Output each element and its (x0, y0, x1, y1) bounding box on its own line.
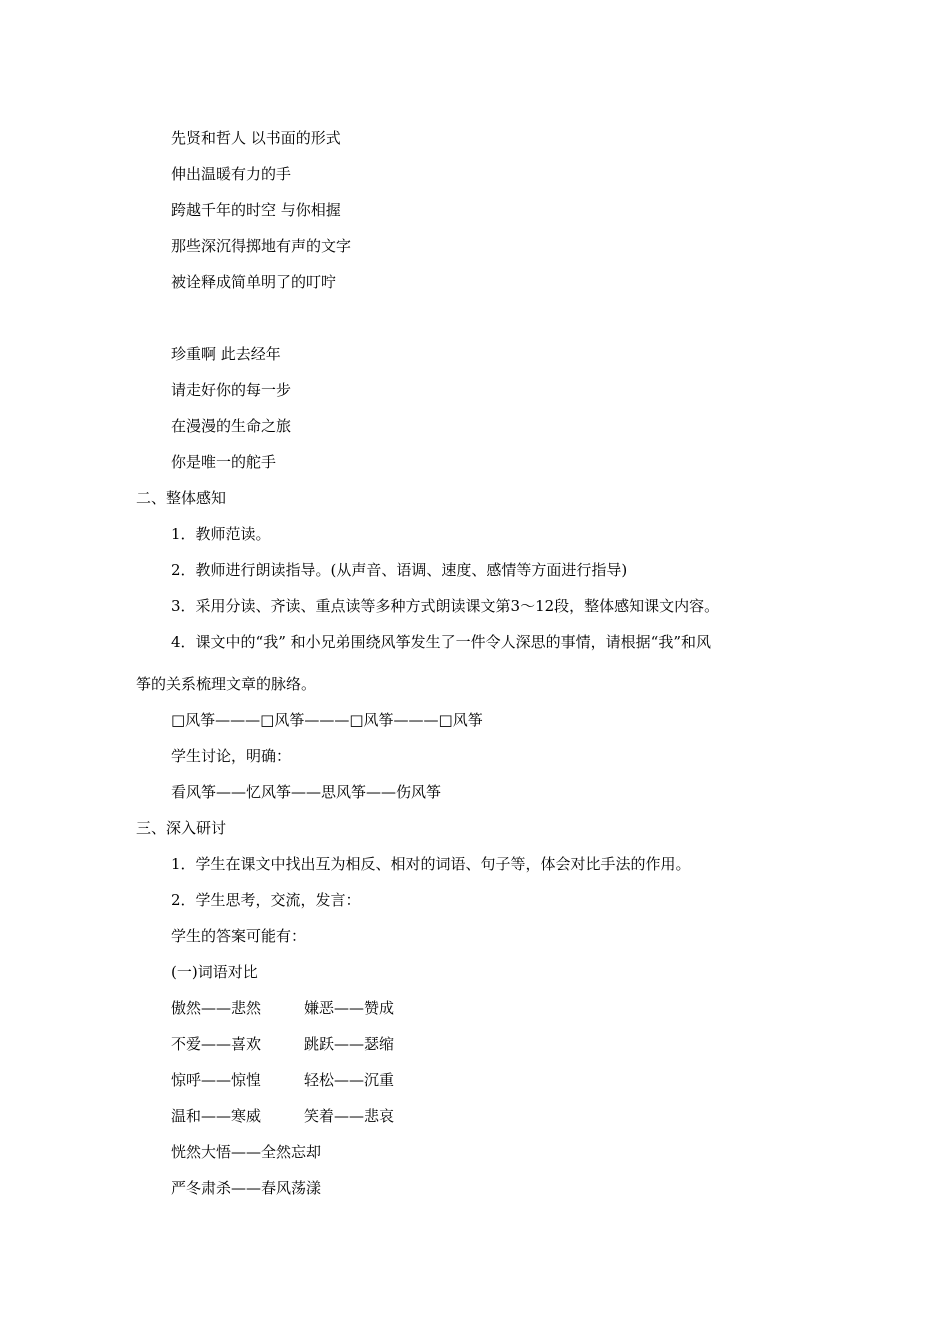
phrase-pair: 恍然大悟——全然忘却 (171, 1143, 322, 1161)
poem-line: 珍重啊 此去经年 (171, 345, 281, 363)
list-item: 3．采用分读、齐读、重点读等多种方式朗读课文第3～12段，整体感知课文内容。 (171, 597, 720, 615)
poem-line: 跨越千年的时空 与你相握 (171, 201, 341, 219)
word-pair: 不爱——喜欢 (171, 1035, 262, 1053)
poem-line: 伸出温暖有力的手 (171, 165, 292, 183)
sub-heading: (一)词语对比 (171, 963, 258, 981)
word-pair: 傲然——悲然 (171, 999, 262, 1017)
section-heading: 二、整体感知 (136, 489, 227, 507)
list-item: 1．教师范读。 (171, 525, 271, 543)
section-heading: 三、深入研讨 (136, 819, 227, 837)
poem-line: 那些深沉得掷地有声的文字 (171, 237, 352, 255)
word-pair-row (171, 998, 394, 1018)
word-pair: 惊呼——惊惶 (171, 1071, 262, 1089)
list-item: 2．教师进行朗读指导。(从声音、语调、速度、感情等方面进行指导) (171, 561, 628, 579)
poem-line: 被诠释成简单明了的叮咛 (171, 273, 337, 291)
blank-chain: □风筝———□风筝———□风筝———□风筝 (171, 711, 483, 729)
list-item: 1．学生在课文中找出互为相反、相对的词语、句子等，体会对比手法的作用。 (171, 855, 691, 873)
phrase-pair: 严冬肃杀——春风荡漾 (171, 1179, 322, 1197)
possible-answers-label: 学生的答案可能有： (171, 927, 307, 945)
poem-line: 请走好你的每一步 (171, 381, 292, 399)
discussion-text: 学生讨论，明确： (171, 747, 292, 765)
list-item: 4．课文中的“我” 和小兄弟围绕风筝发生了一件令人深思的事情，请根据“我”和风 (171, 633, 711, 651)
word-pair: 嫌恶——赞成 (304, 999, 395, 1017)
word-pair-row (171, 1106, 394, 1126)
word-pair: 跳跃——瑟缩 (304, 1035, 395, 1053)
word-pair-row (171, 1070, 394, 1090)
word-pair: 轻松——沉重 (304, 1071, 395, 1089)
word-pair: 温和——寒威 (171, 1107, 262, 1125)
poem-line: 你是唯一的舵手 (171, 453, 277, 471)
answer-chain: 看风筝——忆风筝——思风筝——伤风筝 (171, 783, 442, 801)
list-item: 2．学生思考，交流，发言： (171, 891, 361, 909)
word-pair-row (171, 1034, 394, 1054)
word-pair: 笑着——悲哀 (304, 1107, 395, 1125)
list-item-continuation: 筝的关系梳理文章的脉络。 (136, 675, 317, 693)
poem-line: 在漫漫的生命之旅 (171, 417, 292, 435)
poem-line: 先贤和哲人 以书面的形式 (171, 129, 341, 147)
